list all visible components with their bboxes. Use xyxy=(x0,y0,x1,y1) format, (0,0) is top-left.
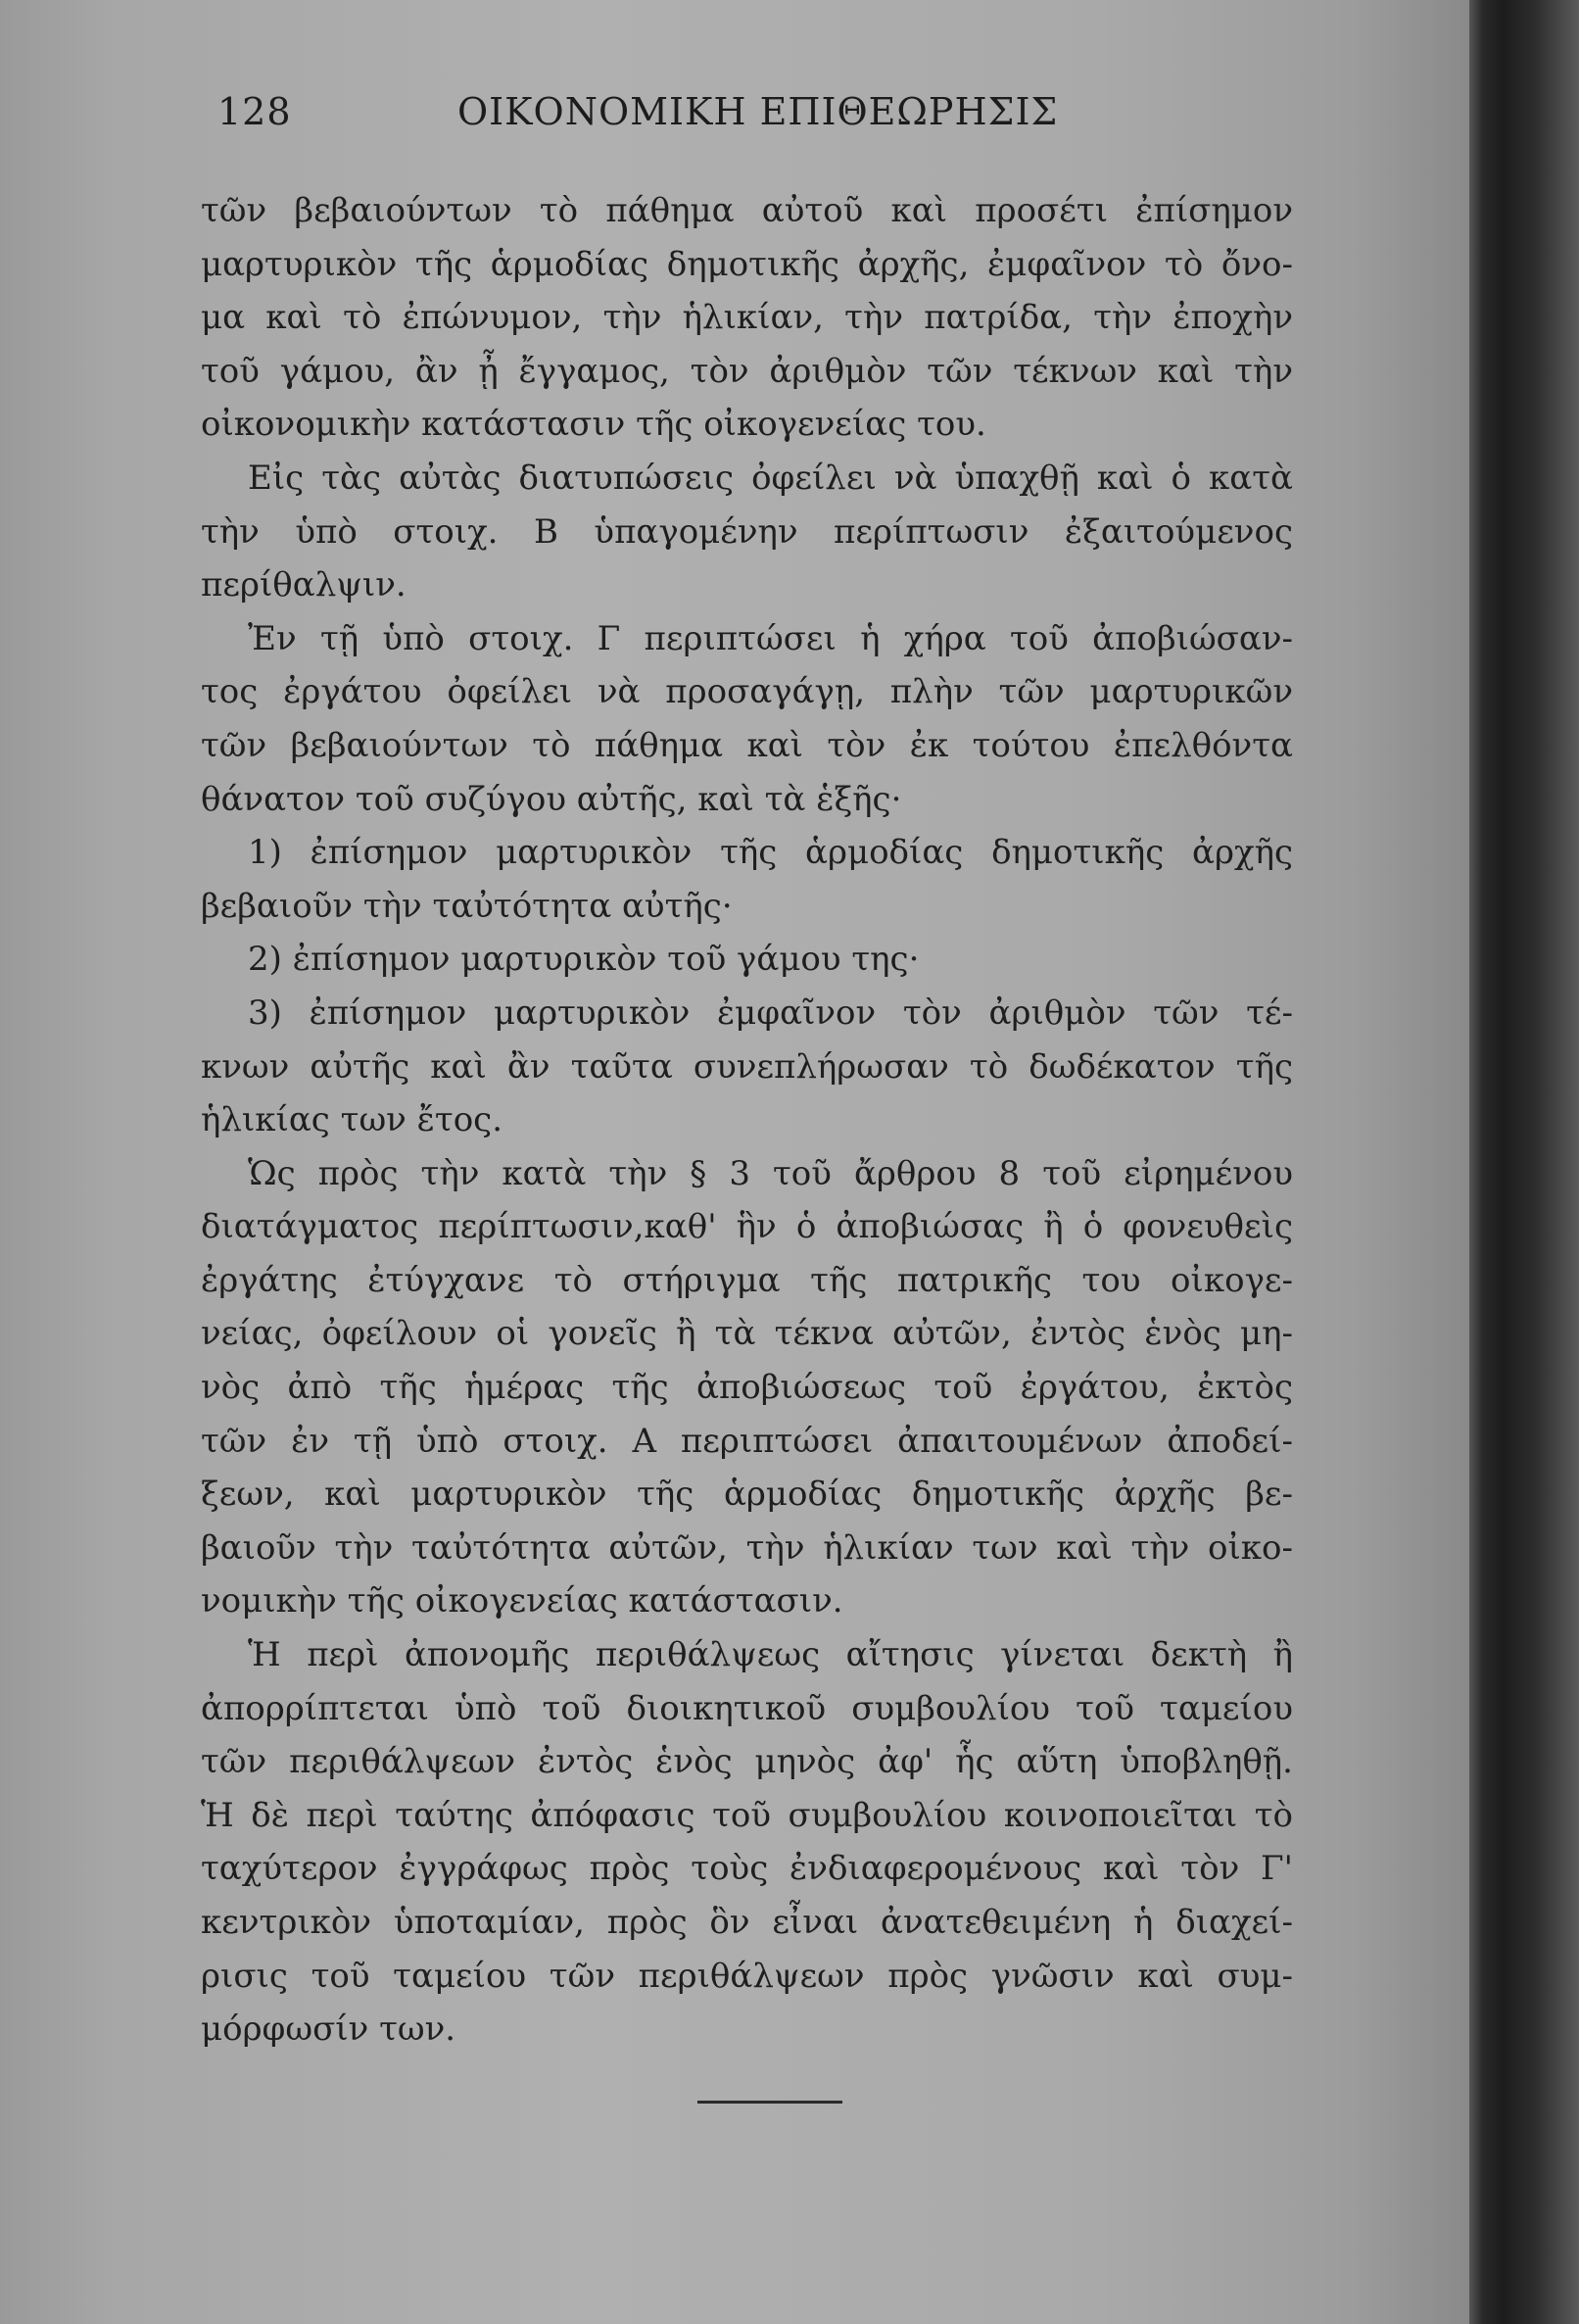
text-line: ταχύτερον ἐγγράφως πρὸς τοὺς ἐνδιαφερομένους καὶ τὸν Γ' xyxy=(201,1849,1293,1889)
text-line: Ὡς πρὸς τὴν κατὰ τὴν § 3 τοῦ ἄρθρου 8 τοῦ εἰρημένου xyxy=(248,1153,1293,1193)
page-number: 128 xyxy=(217,90,292,133)
text-line: νείας, ὀφείλουν οἱ γονεῖς ἢ τὰ τέκνα αὐτῶν, ἐντὸς ἑνὸς μη- xyxy=(201,1314,1293,1354)
page-header xyxy=(217,90,1315,139)
running-title: ΟΙΚΟΝΟΜΙΚΗ ΕΠΙΘΕΩΡΗΣΙΣ xyxy=(457,90,1059,133)
text-line: τῶν βεβαιούντων τὸ πάθημα αὐτοῦ καὶ προσέτι ἐπίσημον xyxy=(201,191,1293,230)
text-line: ξεων, καὶ μαρτυρικὸν τῆς ἁρμοδίας δημοτικῆς ἀρχῆς βε- xyxy=(201,1475,1293,1515)
text-line: μόρφωσίν των. xyxy=(201,2009,456,2050)
text-line: 2) ἐπίσημον μαρτυρικὸν τοῦ γάμου της· xyxy=(248,940,920,980)
text-line: περίθαλψιν. xyxy=(201,565,407,605)
text-line: μα καὶ τὸ ἐπώνυμον, τὴν ἡλικίαν, τὴν πατρίδα, τὴν ἐποχὴν xyxy=(201,298,1293,338)
text-line: νὸς ἀπὸ τῆς ἡμέρας τῆς ἀποβιώσεως τοῦ ἐργάτου, ἐκτὸς xyxy=(201,1368,1293,1408)
text-line: ἐργάτης ἐτύγχανε τὸ στήριγμα τῆς πατρικῆς του οἰκογε- xyxy=(201,1260,1293,1300)
text-line: μαρτυρικὸν τῆς ἁρμοδίας δημοτικῆς ἀρχῆς, ἐμφαῖνον τὸ ὄνο- xyxy=(201,244,1293,284)
text-line: οἰκονομικὴν κατάστασιν τῆς οἰκογενείας του. xyxy=(201,405,986,445)
text-line: διατάγματος περίπτωσιν,καθ' ἣν ὁ ἀποβιώσας ἢ ὁ φονευθεὶς xyxy=(201,1207,1293,1247)
text-line: ρισις τοῦ ταμείου τῶν περιθάλψεων πρὸς γνῶσιν καὶ συμ- xyxy=(201,1956,1293,1996)
text-line: τὴν ὑπὸ στοιχ. Β ὑπαγομένην περίπτωσιν ἐξαιτούμενος xyxy=(201,511,1293,552)
text-line: τος ἐργάτου ὀφείλει νὰ προσαγάγῃ, πλὴν τῶν μαρτυρικῶν xyxy=(201,672,1293,712)
text-line: τῶν βεβαιούντων τὸ πάθημα καὶ τὸν ἐκ τούτου ἐπελθόντα xyxy=(201,725,1293,765)
text-line: κεντρικὸν ὑποταμίαν, πρὸς ὃν εἶναι ἀνατεθειμένη ἡ διαχεί- xyxy=(201,1903,1293,1942)
text-line: βαιοῦν τὴν ταὐτότητα αὐτῶν, τὴν ἡλικίαν των καὶ τὴν οἰκο- xyxy=(201,1527,1293,1568)
text-line: θάνατον τοῦ συζύγου αὐτῆς, καὶ τὰ ἑξῆς· xyxy=(201,779,902,819)
text-line: Εἰς τὰς αὐτὰς διατυπώσεις ὀφείλει νὰ ὑπαχθῇ καὶ ὁ κατὰ xyxy=(248,458,1293,498)
text-line: Ἡ περὶ ἀπονομῆς περιθάλψεως αἴτησις γίνεται δεκτὴ ἢ xyxy=(248,1635,1293,1675)
text-line: νομικὴν τῆς οἰκογενείας κατάστασιν. xyxy=(201,1581,843,1622)
text-line: τῶν περιθάλψεων ἐντὸς ἑνὸς μηνὸς ἀφ' ἧς αὕτη ὑποβληθῇ. xyxy=(201,1742,1293,1782)
text-line: τοῦ γάμου, ἂν ᾖ ἔγγαμος, τὸν ἀριθμὸν τῶν τέκνων καὶ τὴν xyxy=(201,351,1293,391)
text-line: Ἐν τῇ ὑπὸ στοιχ. Γ περιπτώσει ἡ χήρα τοῦ ἀποβιώσαν- xyxy=(248,618,1293,658)
text-line: 3) ἐπίσημον μαρτυρικὸν ἐμφαῖνον τὸν ἀριθμὸν τῶν τέ- xyxy=(248,993,1293,1033)
text-line: κνων αὐτῆς καὶ ἂν ταῦτα συνεπλήρωσαν τὸ δωδέκατον τῆς xyxy=(201,1046,1293,1087)
text-line: βεβαιοῦν τὴν ταὐτότητα αὐτῆς· xyxy=(201,886,733,926)
text-line: ἀπορρίπτεται ὑπὸ τοῦ διοικητικοῦ συμβουλίου τοῦ ταμείου xyxy=(201,1688,1293,1728)
book-binding-shadow xyxy=(1469,0,1579,2324)
text-line: τῶν ἐν τῇ ὑπὸ στοιχ. Α περιπτώσει ἀπαιτουμένων ἀποδεί- xyxy=(201,1421,1293,1461)
text-line: Ἡ δὲ περὶ ταύτης ἀπόφασις τοῦ συμβουλίου κοινοποιεῖται τὸ xyxy=(201,1795,1293,1835)
text-line: 1) ἐπίσημον μαρτυρικὸν τῆς ἁρμοδίας δημοτικῆς ἀρχῆς xyxy=(248,833,1293,873)
body-text xyxy=(201,184,1293,2057)
closing-rule xyxy=(697,2101,842,2104)
text-line: ἡλικίας των ἔτος. xyxy=(201,1100,503,1140)
